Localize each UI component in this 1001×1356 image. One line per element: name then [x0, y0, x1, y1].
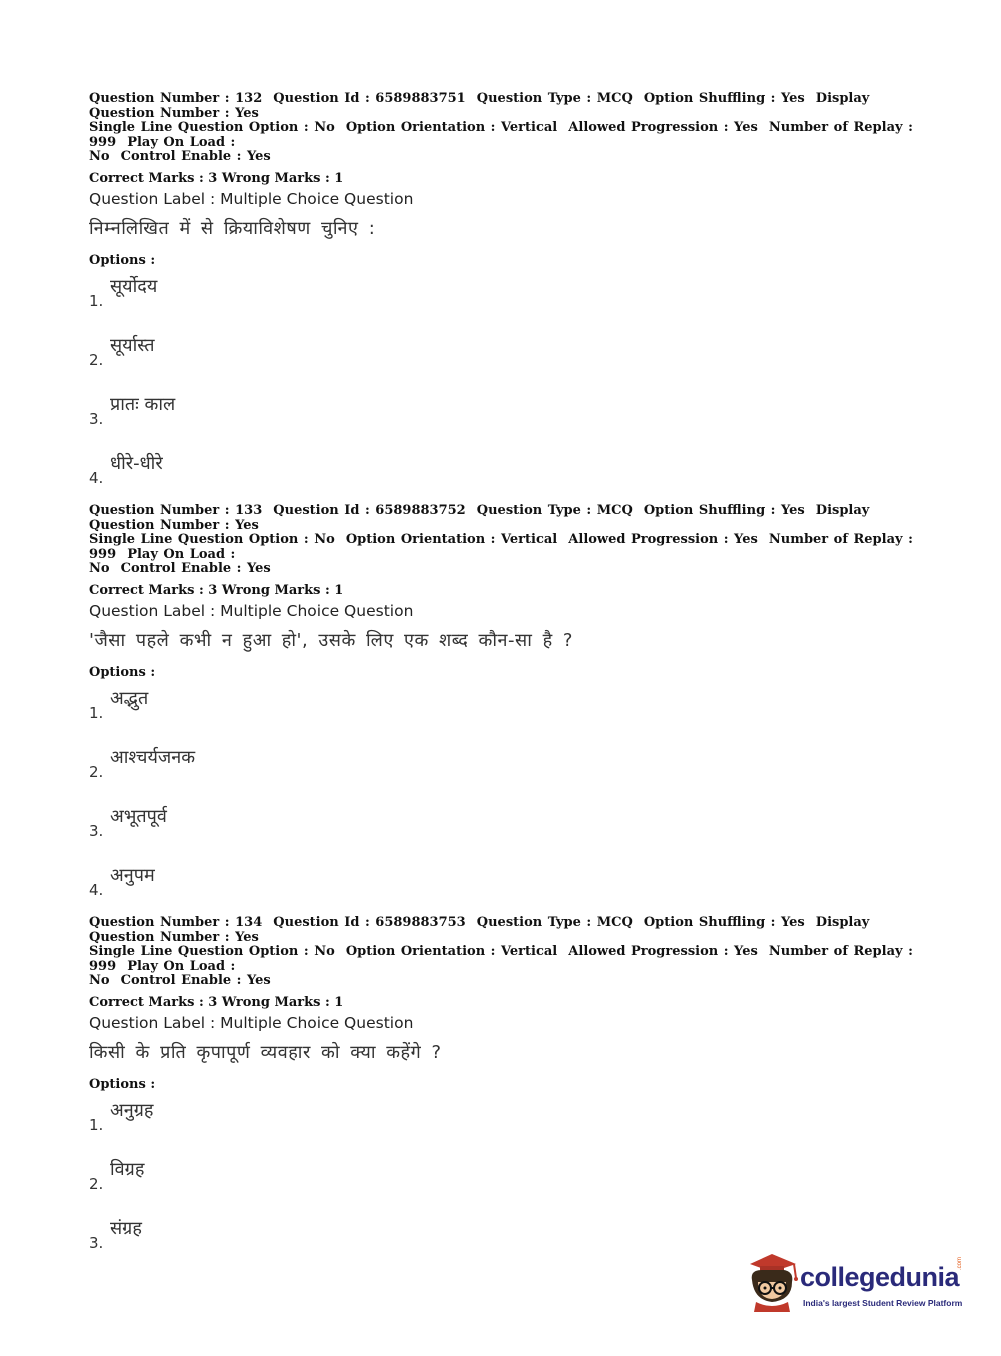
- option-text: अद्भुत: [110, 687, 149, 709]
- option-number: 4.: [89, 880, 104, 899]
- question-marks: Correct Marks : 3 Wrong Marks : 1: [89, 994, 344, 1010]
- question-text: किसी के प्रति कृपापूर्ण व्यवहार को क्या कहेंगे ?: [89, 1041, 442, 1063]
- options-list: [89, 682, 919, 918]
- question-block: [89, 916, 919, 1271]
- option-number: 3.: [89, 409, 104, 428]
- option-number: 1.: [89, 703, 104, 722]
- option-text: अनुपम: [110, 864, 155, 886]
- option-item: [89, 1094, 919, 1153]
- option-item: [89, 270, 919, 329]
- option-number: 2.: [89, 1174, 104, 1193]
- question-label: Question Label : Multiple Choice Question: [89, 601, 414, 620]
- option-number: 3.: [89, 1233, 104, 1252]
- mascot-icon: [742, 1250, 802, 1312]
- options-heading: Options :: [89, 252, 156, 268]
- option-number: 4.: [89, 468, 104, 487]
- option-text: धीरे-धीरे: [110, 452, 163, 474]
- option-text: संग्रह: [110, 1217, 142, 1239]
- options-list: [89, 1094, 919, 1271]
- question-block: [89, 504, 919, 918]
- option-item: [89, 447, 919, 506]
- option-number: 2.: [89, 762, 104, 781]
- option-text: सूर्यास्त: [110, 334, 155, 356]
- option-number: 1.: [89, 291, 104, 310]
- option-number: 2.: [89, 350, 104, 369]
- question-meta: Question Number : 134 Question Id : 6589883753 Question Type : MCQ Option Shuffling : Yes Display Question Number : Yes Single Line Question Option : No Option Orientation : Vertical Allowed Progression : Yes Number of Replay : 999 Play On Load : No Control Enable : Yes: [89, 915, 913, 988]
- question-block: [89, 92, 919, 506]
- options-list: [89, 270, 919, 506]
- logo-domain-suffix: .com: [957, 1256, 963, 1270]
- logo-tagline: India's largest Student Review Platform: [803, 1298, 963, 1308]
- option-item: [89, 682, 919, 741]
- question-label: Question Label : Multiple Choice Question: [89, 189, 414, 208]
- logo-wordmark: collegedunia: [800, 1262, 960, 1292]
- option-item: [89, 1153, 919, 1212]
- question-label: Question Label : Multiple Choice Question: [89, 1013, 414, 1032]
- option-item: [89, 800, 919, 859]
- options-heading: Options :: [89, 1076, 156, 1092]
- options-heading: Options :: [89, 664, 156, 680]
- option-item: [89, 388, 919, 447]
- question-text: 'जैसा पहले कभी न हुआ हो', उसके लिए एक शब्द कौन-सा है ?: [89, 629, 573, 651]
- option-text: सूर्योदय: [110, 275, 158, 297]
- question-text: निम्नलिखित में से क्रियाविशेषण चुनिए :: [89, 217, 376, 239]
- option-text: विग्रह: [110, 1158, 145, 1180]
- option-number: 3.: [89, 821, 104, 840]
- option-item: [89, 859, 919, 918]
- question-meta: Question Number : 133 Question Id : 6589883752 Question Type : MCQ Option Shuffling : Yes Display Question Number : Yes Single Line Question Option : No Option Orientation : Vertical Allowed Progression : Yes Number of Replay : 999 Play On Load : No Control Enable : Yes: [89, 503, 913, 576]
- option-item: [89, 329, 919, 388]
- option-text: आश्चर्यजनक: [110, 746, 196, 768]
- question-meta: Question Number : 132 Question Id : 6589883751 Question Type : MCQ Option Shuffling : Yes Display Question Number : Yes Single Line Question Option : No Option Orientation : Vertical Allowed Progression : Yes Number of Replay : 999 Play On Load : No Control Enable : Yes: [89, 91, 913, 164]
- option-text: अनुग्रह: [110, 1099, 154, 1121]
- option-text: प्रातः काल: [110, 393, 176, 415]
- question-marks: Correct Marks : 3 Wrong Marks : 1: [89, 582, 344, 598]
- collegedunia-logo: [742, 1250, 972, 1320]
- option-item: [89, 741, 919, 800]
- option-text: अभूतपूर्व: [110, 805, 167, 827]
- question-marks: Correct Marks : 3 Wrong Marks : 1: [89, 170, 344, 186]
- option-number: 1.: [89, 1115, 104, 1134]
